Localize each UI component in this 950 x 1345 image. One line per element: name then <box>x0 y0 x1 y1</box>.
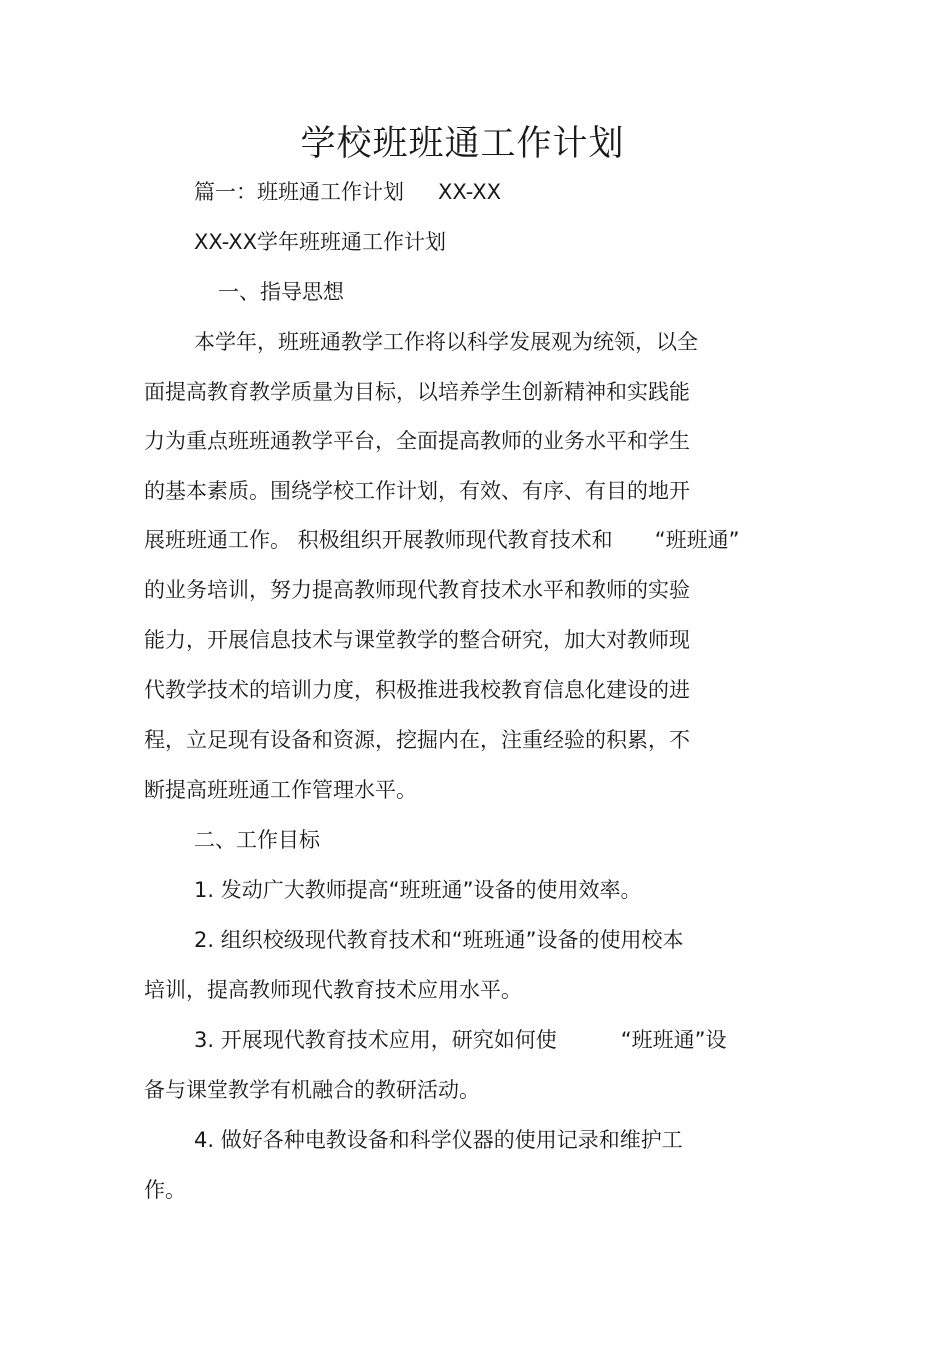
goal-item-text: 备与课堂教学有机融合的教研活动。 <box>144 1078 480 1102</box>
section-heading-2-text: 二、工作目标 <box>194 828 320 852</box>
paragraph-line <box>144 625 690 655</box>
goal-item-text: 培训，提高教师现代教育技术应用水平。 <box>144 978 522 1002</box>
paragraph-line <box>144 675 690 705</box>
paragraph-text: 能力，开展信息技术与课堂教学的整合研究，加大对教师现 <box>144 628 690 652</box>
subtitle-year: XX-XX <box>438 180 502 204</box>
goal-item-text: 作。 <box>144 1178 186 1202</box>
section-heading-1 <box>218 277 344 307</box>
goal-item-2-cont <box>144 975 522 1005</box>
paragraph-text: 的基本素质。围绕学校工作计划，有效、有序、有目的地开 <box>144 479 690 503</box>
goal-item-text: 4. 做好各种电教设备和科学仪器的使用记录和维护工 <box>194 1128 683 1152</box>
goal-item-3 <box>194 1025 726 1055</box>
goal-item-text: 3. 开展现代教育技术应用，研究如何使 <box>194 1028 557 1052</box>
paragraph-text: 的业务培训，努力提高教师现代教育技术水平和教师的实验 <box>144 578 690 602</box>
section-heading-2 <box>194 825 320 855</box>
paragraph-line <box>144 525 739 555</box>
goal-item-text: 2. 组织校级现代教育技术和“班班通”设备的使用校本 <box>194 928 684 952</box>
goal-item-2 <box>194 925 683 955</box>
paragraph-line <box>144 575 690 605</box>
paragraph-quote: “班班通” <box>654 528 740 552</box>
paragraph-line <box>144 725 690 755</box>
goal-item-4-cont <box>144 1175 186 1205</box>
subtitle-line <box>194 177 501 207</box>
paragraph-text: 代教学技术的培训力度，积极推进我校教育信息化建设的进 <box>144 678 690 702</box>
paragraph-line <box>144 476 690 506</box>
paragraph-text: 程，立足现有设备和资源，挖掘内在，注重经验的积累，不 <box>144 728 690 752</box>
goal-item-quote: “班班通”设 <box>620 1028 727 1052</box>
goal-item-1 <box>194 875 641 905</box>
paragraph-line <box>144 775 417 805</box>
document-title: 学校班班通工作计划 <box>300 124 625 164</box>
plan-heading <box>194 227 446 257</box>
goal-item-text: 1. 发动广大教师提高“班班通”设备的使用效率。 <box>194 878 642 902</box>
plan-heading-text: XX-XX学年班班通工作计划 <box>194 230 447 254</box>
section-heading-1-text: 一、指导思想 <box>218 280 344 304</box>
paragraph-text: 展班班通工作。 积极组织开展教师现代教育技术和 <box>144 528 613 552</box>
paragraph-line <box>194 327 698 357</box>
paragraph-text: 本学年，班班通教学工作将以科学发展观为统领，以全 <box>194 330 698 354</box>
goal-item-4 <box>194 1125 683 1155</box>
paragraph-text: 力为重点班班通教学平台，全面提高教师的业务水平和学生 <box>144 429 690 453</box>
paragraph-line <box>144 377 690 407</box>
paragraph-line <box>144 426 690 456</box>
paragraph-text: 面提高教育教学质量为目标，以培养学生创新精神和实践能 <box>144 380 690 404</box>
subtitle-text: 篇一：班班通工作计划 <box>194 180 404 204</box>
paragraph-text: 断提高班班通工作管理水平。 <box>144 778 417 802</box>
goal-item-3-cont <box>144 1075 480 1105</box>
